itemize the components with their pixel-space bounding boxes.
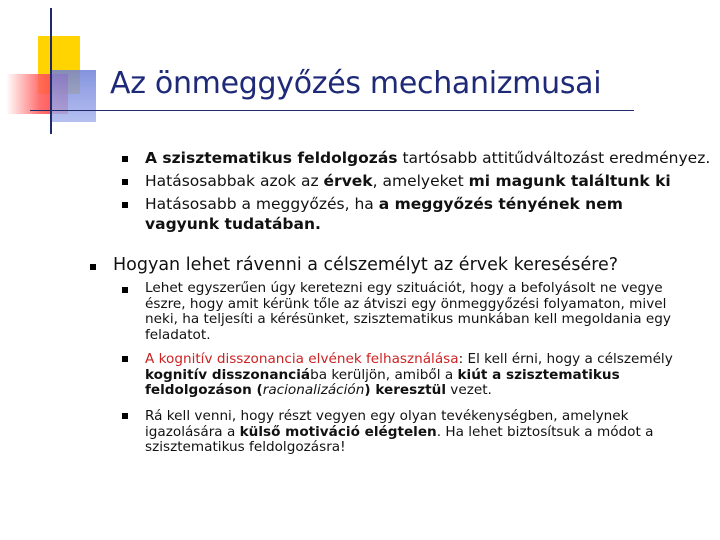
bullet-marker [122,179,128,185]
bullet-marker [122,202,128,208]
bullet-marker [122,287,128,293]
sub-bullet-3 [145,409,653,456]
decor-horizontal-line [30,110,634,111]
slide-title: Az önmeggyőzés mechanizmusai [110,66,602,101]
text-line: vagyunk tudatában. [145,215,321,233]
top-bullet-2 [145,171,671,191]
text-line: kognitív disszonanciába kerüljön, amiből a kiút a szisztematikus [145,366,620,383]
text-line: Rá kell venni, hogy részt vegyen egy olyan tevékenységben, amelynek [145,408,629,424]
sub-bullet-1 [145,281,671,343]
main-question: Hogyan lehet rávenni a célszemélyt az érvek keresésére? [113,255,619,275]
text-line: feladatot. [145,326,211,343]
bullet-marker [122,356,128,362]
text-line: szisztematikus feldolgozásra! [145,439,346,456]
text-line: észre, hogy amit kérünk tőle az átviszi egy önmeggyőzési folyamaton, mivel [145,295,667,312]
top-bullet-3 [145,194,623,234]
text-line: Hatásosabb a meggyőzés, ha a meggyőzés tényének nem [145,195,623,213]
decor-blue-square [52,70,96,122]
text-line: igazolására a külső motiváció elégtelen. Ha lehet biztosítsuk a módot a [145,423,654,440]
text-line: Hatásosabbak azok az érvek, amelyeket mi magunk találtunk ki [145,172,671,190]
text-line: Lehet egyszerűen úgy keretezni egy szituációt, hogy a befolyásolt ne vegye [145,280,663,296]
bullet-marker [90,264,96,270]
text-line: feldolgozáson (racionalizáción) keresztül vezet. [145,382,492,399]
decor-vertical-line [50,8,52,134]
text-line: A kognitív disszonancia elvének felhasználása: El kell érni, hogy a célszemély [145,351,673,367]
bullet-marker [122,156,128,162]
text-line: A szisztematikus feldolgozás tartósabb attitűdváltozást eredményez. [145,149,711,167]
text-line: neki, ha teljesíti a kérésünket, szisztematikus munkában kell megoldania egy [145,311,671,328]
sub-bullet-2 [145,352,673,399]
top-bullet-1 [145,148,710,168]
bullet-marker [122,413,128,419]
